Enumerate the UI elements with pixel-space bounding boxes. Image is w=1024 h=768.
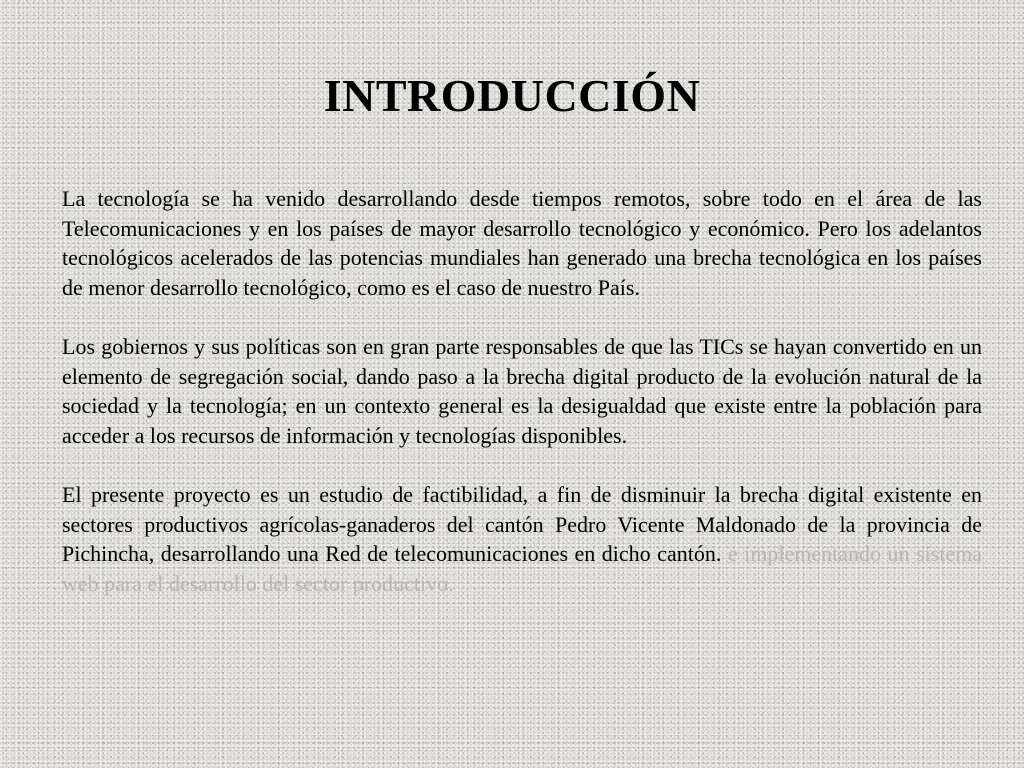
paragraph-3-faded: e implementando un sistema web para el desarrollo del sector productivo. [62,541,982,596]
paragraph-2: Los gobiernos y sus políticas son en gran parte responsables de que las TICs se hayan convertido en un elemento de segregación social, dando paso a la brecha digital producto de la evolución natural de la sociedad y la tecnología; en un contexto general es la desigualdad que existe entre la población para acceder a los recursos de información y tecnologías disponibles. [62,334,982,448]
slide-body [62,184,982,628]
slide-title: INTRODUCCIÓN [323,70,701,121]
paragraph-3-main: El presente proyecto es un estudio de factibilidad, a fin de disminuir la brecha digital existente en sectores productivos agrícolas-ganaderos del cantón Pedro Vicente Maldonado de la provincia de Pichincha, desarrollando una Red de telecomunicaciones en dicho cantón. [62,482,982,566]
paragraph-3 [62,480,982,598]
paragraph-1: La tecnología se ha venido desarrollando desde tiempos remotos, sobre todo en el área de las Telecomunicaciones y en los países de mayor desarrollo tecnológico y económico. Pero los adelantos tecnológicos acelerados de las potencias mundiales han generado una brecha tecnológica en los países de menor desarrollo tecnológico, como es el caso de nuestro País. [62,186,982,300]
